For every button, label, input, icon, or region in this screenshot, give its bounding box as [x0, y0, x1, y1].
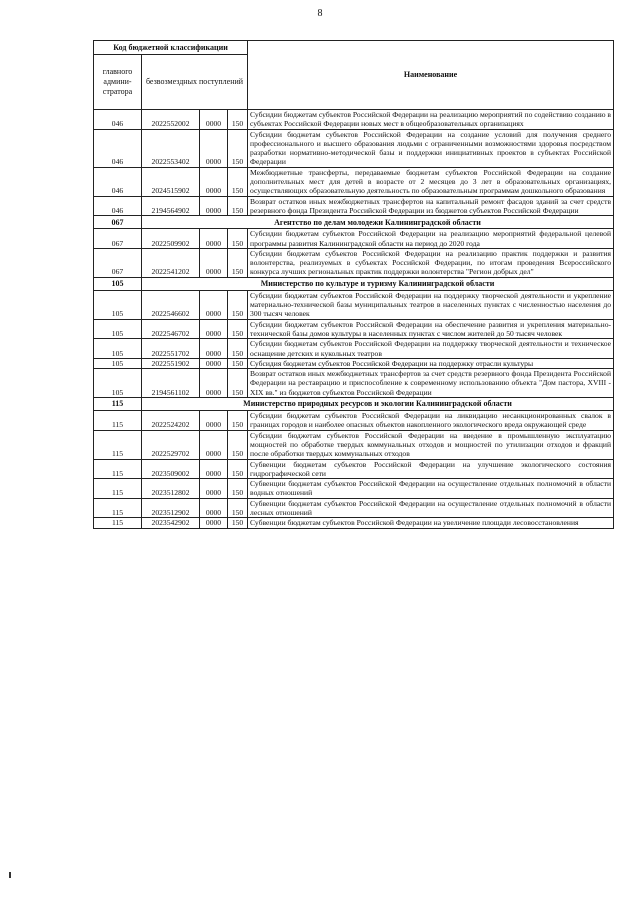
section-title: Министерство по культуре и туризму Калининградской области [142, 277, 614, 290]
economic-code: 150 [228, 411, 248, 431]
economic-code: 150 [228, 459, 248, 479]
table-row [94, 196, 614, 216]
section-admin-code: 105 [94, 277, 142, 290]
receipt-code: 2024515902 [142, 167, 200, 196]
receipt-code: 2022529702 [142, 430, 200, 459]
economic-code: 150 [228, 358, 248, 368]
admin-header: главного админи-стратора [94, 55, 142, 110]
receipt-code: 2023542902 [142, 518, 200, 528]
economic-code: 150 [228, 498, 248, 518]
row-description: Субсидии бюджетам субъектов Российской Федерации на поддержку творческой деятельности и укрепление материально-технической базы муниципальных театров в населенных пунктах с численностью населения до 300 тысяч человек [248, 290, 614, 319]
receipt-code: 2023512902 [142, 498, 200, 518]
receipt-code: 2022509902 [142, 229, 200, 249]
program-code: 0000 [200, 459, 228, 479]
admin-code: 067 [94, 248, 142, 277]
admin-code: 105 [94, 369, 142, 398]
admin-code: 115 [94, 459, 142, 479]
admin-code: 115 [94, 498, 142, 518]
program-code: 0000 [200, 498, 228, 518]
row-description: Субсидии бюджетам субъектов Российской Федерации на реализацию мероприятий федеральной целевой программы развития Калининградской области на период до 2020 года [248, 229, 614, 249]
program-code: 0000 [200, 479, 228, 499]
table-row [94, 290, 614, 319]
economic-code: 150 [228, 167, 248, 196]
table-body [94, 110, 614, 529]
admin-code: 115 [94, 411, 142, 431]
budget-classification-table [93, 40, 614, 529]
row-description: Субсидии бюджетам субъектов Российской Федерации на реализацию мероприятий по содействию созданию в субъектах Российской Федерации новых мест в общеобразовательных организациях [248, 110, 614, 130]
receipt-code: 2022546702 [142, 319, 200, 339]
economic-code: 150 [228, 339, 248, 359]
program-code: 0000 [200, 319, 228, 339]
economic-code: 150 [228, 229, 248, 249]
program-code: 0000 [200, 358, 228, 368]
economic-code: 150 [228, 369, 248, 398]
name-header: Наименование [248, 41, 614, 110]
receipt-code: 2022551702 [142, 339, 200, 359]
admin-code: 105 [94, 358, 142, 368]
receipt-code: 2022553402 [142, 129, 200, 167]
table-row [94, 339, 614, 359]
program-code: 0000 [200, 369, 228, 398]
row-description: Субсидии бюджетам субъектов Российской Федерации на создание условий для получения среднего профессионального и высшего образования людьми с ограниченными возможностями здоровья посредством разработки нормативно-методической базы и поддержки инициативных проектов в субъектах Российской Федерации [248, 129, 614, 167]
table-row [94, 518, 614, 528]
admin-code: 046 [94, 167, 142, 196]
admin-code: 115 [94, 479, 142, 499]
row-description: Субсидии бюджетам субъектов Российской Федерации на обеспечение развития и укрепления материально-технической базы домов культуры в населенных пунктах с числом жителей до 50 тысяч человек [248, 319, 614, 339]
program-code: 0000 [200, 518, 228, 528]
row-description: Субсидии бюджетам субъектов Российской Федерации на ликвидацию несанкционированных свалок в границах городов и наиболее опасных объектов накопленного экологического вреда окружающей среде [248, 411, 614, 431]
section-row [94, 277, 614, 290]
admin-code: 046 [94, 110, 142, 130]
table-row [94, 430, 614, 459]
program-code: 0000 [200, 339, 228, 359]
section-admin-code: 067 [94, 216, 142, 229]
kbk-header: Код бюджетной классификации [94, 41, 248, 55]
admin-code: 115 [94, 430, 142, 459]
section-row [94, 216, 614, 229]
admin-code: 105 [94, 319, 142, 339]
row-description: Субвенции бюджетам субъектов Российской Федерации на улучшение экологического состояния гидрографической сети [248, 459, 614, 479]
receipt-code: 2022546602 [142, 290, 200, 319]
table-row [94, 319, 614, 339]
receipt-code: 2023512802 [142, 479, 200, 499]
receipt-code: 2022552002 [142, 110, 200, 130]
row-description: Субсидии бюджетам субъектов Российской Федерации на введение в промышленную эксплуатацию мощностей по обработке твердых коммунальных отходов и мощностей по утилизации отходов и фракций после обработки твердых коммунальных отходов [248, 430, 614, 459]
table-row [94, 229, 614, 249]
table-row [94, 369, 614, 398]
receipt-code: 2022551902 [142, 358, 200, 368]
row-description: Субвенции бюджетам субъектов Российской Федерации на увеличение площади лесовосстановления [248, 518, 614, 528]
admin-code: 115 [94, 518, 142, 528]
table-row [94, 479, 614, 499]
program-code: 0000 [200, 229, 228, 249]
admin-code: 046 [94, 196, 142, 216]
economic-code: 150 [228, 430, 248, 459]
program-code: 0000 [200, 129, 228, 167]
economic-code: 150 [228, 248, 248, 277]
receipts-header: безвозмездных поступлений [142, 55, 248, 110]
program-code: 0000 [200, 167, 228, 196]
program-code: 0000 [200, 248, 228, 277]
economic-code: 150 [228, 479, 248, 499]
section-admin-code: 115 [94, 398, 142, 411]
receipt-code: 2022524202 [142, 411, 200, 431]
table-row [94, 411, 614, 431]
economic-code: 150 [228, 319, 248, 339]
program-code: 0000 [200, 196, 228, 216]
table-row [94, 167, 614, 196]
row-description: Субсидии бюджетам субъектов Российской Федерации на реализацию практик поддержки и развития волонтерства, реализуемых в субъектах Российской Федерации, по итогам проведения Всероссийского конкурса лучших региональных практик поддержки волонтерства "Регион добрых дел" [248, 248, 614, 277]
admin-code: 105 [94, 339, 142, 359]
program-code: 0000 [200, 110, 228, 130]
admin-code: 067 [94, 229, 142, 249]
table-row [94, 110, 614, 130]
admin-code: 046 [94, 129, 142, 167]
receipt-code: 2194564902 [142, 196, 200, 216]
section-row [94, 398, 614, 411]
program-code: 0000 [200, 411, 228, 431]
table-row [94, 248, 614, 277]
economic-code: 150 [228, 129, 248, 167]
row-description: Субсидии бюджетам субъектов Российской Федерации на поддержку творческой деятельности и техническое оснащение детских и кукольных театров [248, 339, 614, 359]
row-description: Межбюджетные трансферты, передаваемые бюджетам субъектов Российской Федерации на создание дополнительных мест для детей в возрасте от 2 месяцев до 3 лет в образовательных организациях, осуществляющих образовательную деятельность по образовательным программам дошкольного образования [248, 167, 614, 196]
row-description: Субвенции бюджетам субъектов Российской Федерации на осуществление отдельных полномочий в области лесных отношений [248, 498, 614, 518]
program-code: 0000 [200, 290, 228, 319]
margin-mark [9, 872, 11, 878]
row-description: Возврат остатков иных межбюджетных трансфертов на капитальный ремонт фасадов зданий за счет средств резервного фонда Президента Российской Федерации из бюджетов субъектов Российской Федерации [248, 196, 614, 216]
economic-code: 150 [228, 196, 248, 216]
page-number: 8 [317, 8, 323, 19]
table-row [94, 129, 614, 167]
row-description: Субвенции бюджетам субъектов Российской Федерации на осуществление отдельных полномочий в области водных отношений [248, 479, 614, 499]
table-row [94, 459, 614, 479]
receipt-code: 2194561102 [142, 369, 200, 398]
economic-code: 150 [228, 518, 248, 528]
section-title: Агентство по делам молодежи Калининградской области [142, 216, 614, 229]
receipt-code: 2022541202 [142, 248, 200, 277]
admin-code: 105 [94, 290, 142, 319]
table-row [94, 498, 614, 518]
program-code: 0000 [200, 430, 228, 459]
economic-code: 150 [228, 110, 248, 130]
section-title: Министерство природных ресурсов и экологии Калининградской области [142, 398, 614, 411]
row-description: Возврат остатков иных межбюджетных трансфертов за счет средств резервного фонда Президента Российской Федерации на реставрацию и приспособление к современному использованию объекта "Дом пастора, XVIII - XIX вв." из бюджетов субъектов Российской Федерации [248, 369, 614, 398]
row-description: Субсидия бюджетам субъектов Российской Федерации на поддержку отрасли культуры [248, 358, 614, 368]
receipt-code: 2023509002 [142, 459, 200, 479]
economic-code: 150 [228, 290, 248, 319]
table-row [94, 358, 614, 368]
